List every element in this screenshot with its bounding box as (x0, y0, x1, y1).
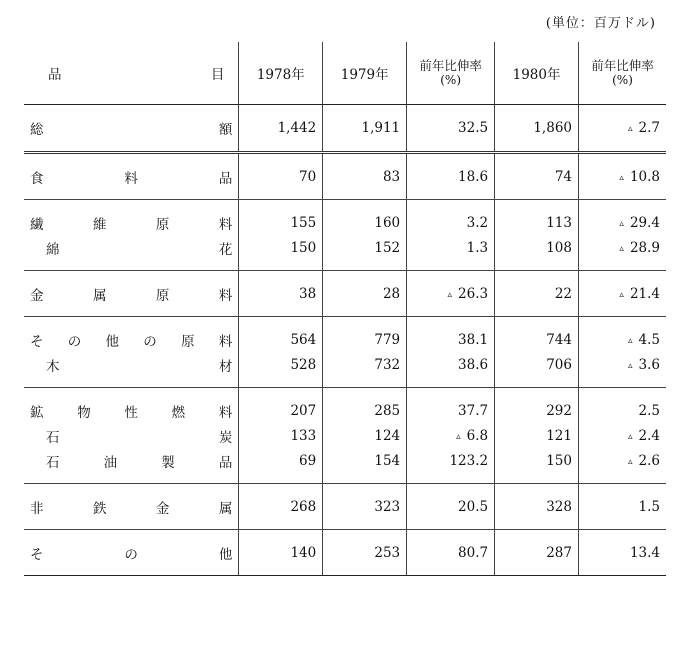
value-1979-value: 253 (374, 544, 401, 561)
item-name (24, 388, 239, 424)
item-name-char: 原 (181, 333, 195, 350)
value-1980-value: 287 (546, 544, 572, 561)
growth-1979 (407, 317, 495, 353)
growth-1980 (579, 388, 667, 424)
item-name-char: 繊 (30, 216, 44, 233)
item-name-char: 製 (161, 454, 175, 471)
header-growth-label: 前年比伸率 (419, 58, 482, 73)
item-name-char: 維 (92, 216, 107, 233)
item-name-char: 材 (218, 358, 233, 375)
table-row (24, 317, 666, 353)
value-1979 (323, 530, 407, 576)
table-row (24, 271, 666, 317)
item-name-char: 石 (46, 454, 60, 471)
item-name-char: の (67, 333, 82, 350)
item-name-char: 属 (92, 287, 107, 304)
growth-1980 (579, 352, 667, 388)
item-name-char: 鉱 (30, 404, 44, 421)
item-name-char: 綿 (46, 241, 60, 258)
value-1979-value: 28 (382, 285, 401, 302)
growth-1980-value: ▵ 29.4 (619, 215, 660, 231)
growth-1979-value: 38.1 (458, 331, 489, 348)
value-1978-value: 528 (290, 356, 317, 373)
value-1980 (495, 448, 579, 484)
value-1978 (239, 388, 323, 424)
item-name-char: 品 (218, 454, 233, 471)
growth-1980-value: 1.5 (638, 498, 660, 515)
growth-1979 (407, 388, 495, 424)
item-name (24, 153, 239, 200)
value-1978 (239, 484, 323, 530)
item-name-char: 木 (46, 358, 60, 375)
value-1978-value: 207 (290, 402, 317, 419)
growth-1980-value: ▵ 2.4 (628, 428, 660, 444)
table-row (24, 388, 666, 424)
value-1980-value: 74 (554, 168, 572, 185)
value-1978-value: 564 (290, 331, 317, 348)
growth-1980-value: ▵ 3.6 (628, 357, 660, 373)
value-1979 (323, 271, 407, 317)
item-name-char: 食 (30, 170, 44, 187)
item-name (24, 530, 239, 576)
item-name (24, 448, 239, 484)
value-1979-value: 124 (374, 427, 401, 444)
header-growth-1980 (579, 42, 667, 105)
item-name-char: 花 (218, 241, 233, 258)
value-1979-value: 154 (374, 452, 401, 469)
growth-1979 (407, 105, 495, 153)
value-1980-value: 108 (546, 239, 572, 256)
value-1978-value: 150 (290, 239, 317, 256)
growth-1979-value: 80.7 (458, 544, 489, 561)
growth-1979-value: 38.6 (458, 356, 489, 373)
value-1978-value: 133 (290, 427, 317, 444)
table-row (24, 352, 666, 388)
item-name-char: 金 (155, 500, 170, 517)
item-name (24, 423, 239, 448)
growth-1980 (579, 423, 667, 448)
value-1979-value: 152 (374, 239, 401, 256)
value-1978 (239, 448, 323, 484)
value-1980 (495, 388, 579, 424)
table-row (24, 484, 666, 530)
item-name-char: 総 (30, 122, 44, 138)
value-1979-value: 83 (382, 168, 401, 185)
item-name-char: そ (30, 333, 44, 350)
item-name-char: 油 (103, 454, 118, 471)
growth-1980 (579, 317, 667, 353)
value-1979-value: 323 (374, 498, 401, 515)
table-row (24, 448, 666, 484)
item-name (24, 352, 239, 388)
unit-note: (単位：百万ドル) (545, 16, 656, 31)
value-1979-value: 285 (374, 402, 401, 419)
value-1979-value: 779 (374, 331, 401, 348)
table-row (24, 200, 666, 236)
value-1979 (323, 423, 407, 448)
value-1980-value: 22 (554, 285, 572, 302)
header-growth-1979 (407, 42, 495, 105)
value-1980 (495, 153, 579, 200)
value-1979 (323, 352, 407, 388)
item-name (24, 271, 239, 317)
growth-1980-value: ▵ 10.8 (619, 169, 660, 185)
header-growth-unit: (%) (440, 73, 461, 87)
value-1979-value: 732 (374, 356, 401, 373)
header-row (24, 42, 666, 105)
growth-1980 (579, 484, 667, 530)
value-1980 (495, 484, 579, 530)
item-name-char: 料 (218, 333, 233, 350)
item-name-char: 非 (30, 500, 44, 517)
table-row (24, 153, 666, 200)
value-1980-value: 744 (546, 331, 572, 348)
growth-1979 (407, 423, 495, 448)
item-name-char: の (143, 333, 157, 350)
value-1980-value: 121 (546, 427, 572, 444)
value-1980-value: 706 (546, 356, 572, 373)
value-1978 (239, 105, 323, 153)
item-name-char: 属 (218, 500, 233, 517)
header-1978: 1978年 (239, 42, 323, 105)
item-name-char: 料 (124, 170, 138, 187)
growth-1980 (579, 530, 667, 576)
item-name-char: 原 (155, 216, 170, 233)
value-1979-value: 160 (374, 214, 401, 231)
growth-1980 (579, 153, 667, 200)
growth-1980 (579, 105, 667, 153)
growth-1980-value: 13.4 (629, 544, 660, 561)
growth-1979-value: 123.2 (449, 452, 489, 469)
growth-1979 (407, 153, 495, 200)
growth-1980-value: 2.5 (638, 402, 660, 419)
growth-1979-value: 37.7 (458, 402, 489, 419)
growth-1979 (407, 484, 495, 530)
header-1979: 1979年 (323, 42, 407, 105)
value-1979 (323, 388, 407, 424)
item-name-char: そ (30, 546, 44, 563)
header-item-char: 目 (210, 67, 225, 83)
growth-1980-value: ▵ 2.7 (628, 120, 660, 136)
item-name-char: 料 (218, 404, 233, 421)
value-1979 (323, 317, 407, 353)
growth-1980 (579, 271, 667, 317)
table-row (24, 530, 666, 576)
value-1978-value: 268 (290, 498, 317, 515)
value-1980 (495, 317, 579, 353)
growth-1979 (407, 448, 495, 484)
growth-1979-value: 32.5 (458, 120, 489, 136)
item-name-char: 物 (77, 404, 91, 421)
growth-1979-value: 20.5 (458, 498, 489, 515)
value-1980 (495, 105, 579, 153)
growth-1980 (579, 200, 667, 236)
value-1980-value: 113 (546, 214, 572, 231)
import-statistics-table (24, 42, 666, 576)
item-name-char: 鉄 (92, 500, 107, 517)
value-1978 (239, 235, 323, 271)
item-name-char: 他 (218, 546, 233, 563)
value-1980 (495, 271, 579, 317)
item-name-char: 他 (105, 333, 120, 350)
header-item (24, 42, 239, 105)
value-1978 (239, 317, 323, 353)
growth-1980-value: ▵ 21.4 (619, 286, 660, 302)
growth-1979 (407, 271, 495, 317)
value-1978-value: 38 (299, 285, 317, 302)
value-1980 (495, 423, 579, 448)
growth-1979-value: ▵ 6.8 (456, 428, 488, 444)
value-1980-value: 1,860 (533, 120, 572, 136)
item-name (24, 317, 239, 353)
item-name (24, 235, 239, 271)
growth-1980 (579, 448, 667, 484)
table-row (24, 423, 666, 448)
value-1978 (239, 352, 323, 388)
value-1978 (239, 153, 323, 200)
item-name-char: 料 (218, 287, 233, 304)
value-1978-value: 140 (290, 544, 317, 561)
item-name-char: 料 (218, 216, 233, 233)
value-1978-value: 70 (299, 168, 317, 185)
header-growth-unit: (%) (612, 73, 633, 87)
value-1978 (239, 200, 323, 236)
item-name (24, 484, 239, 530)
item-name-char: 性 (124, 404, 138, 421)
value-1978-value: 69 (299, 452, 317, 469)
growth-1979 (407, 235, 495, 271)
value-1979 (323, 235, 407, 271)
growth-1979-value: 18.6 (458, 168, 489, 185)
growth-1980-value: ▵ 4.5 (628, 332, 660, 348)
value-1979 (323, 105, 407, 153)
value-1980-value: 328 (546, 498, 572, 515)
value-1978 (239, 530, 323, 576)
item-name-char: 燃 (171, 404, 186, 421)
table-row (24, 105, 666, 153)
value-1980-value: 292 (546, 402, 572, 419)
item-name (24, 200, 239, 236)
header-item-char: 品 (48, 67, 62, 83)
value-1980 (495, 235, 579, 271)
growth-1979-value: ▵ 26.3 (448, 286, 489, 302)
value-1980 (495, 352, 579, 388)
growth-1979 (407, 530, 495, 576)
item-name-char: 金 (30, 287, 44, 304)
growth-1979 (407, 352, 495, 388)
growth-1979-value: 3.2 (466, 214, 489, 231)
value-1978-value: 1,442 (277, 120, 317, 136)
value-1979 (323, 448, 407, 484)
growth-1980 (579, 235, 667, 271)
value-1978 (239, 271, 323, 317)
item-name-char: の (124, 546, 138, 563)
item-name (24, 105, 239, 153)
value-1979-value: 1,911 (361, 120, 401, 136)
growth-1980-value: ▵ 2.6 (628, 453, 660, 469)
value-1980-value: 150 (546, 452, 572, 469)
table-row (24, 235, 666, 271)
value-1980 (495, 530, 579, 576)
value-1978-value: 155 (290, 214, 317, 231)
header-1980: 1980年 (495, 42, 579, 105)
item-name-char: 額 (218, 122, 233, 138)
item-name-char: 石 (46, 429, 60, 446)
value-1980 (495, 200, 579, 236)
value-1979 (323, 200, 407, 236)
item-name-char: 原 (155, 287, 170, 304)
header-growth-label: 前年比伸率 (591, 58, 654, 73)
growth-1979-value: 1.3 (466, 239, 489, 256)
item-name-char: 炭 (218, 429, 233, 446)
growth-1980-value: ▵ 28.9 (619, 240, 660, 256)
value-1979 (323, 484, 407, 530)
value-1978 (239, 423, 323, 448)
value-1979 (323, 153, 407, 200)
growth-1979 (407, 200, 495, 236)
item-name-char: 品 (218, 170, 233, 187)
